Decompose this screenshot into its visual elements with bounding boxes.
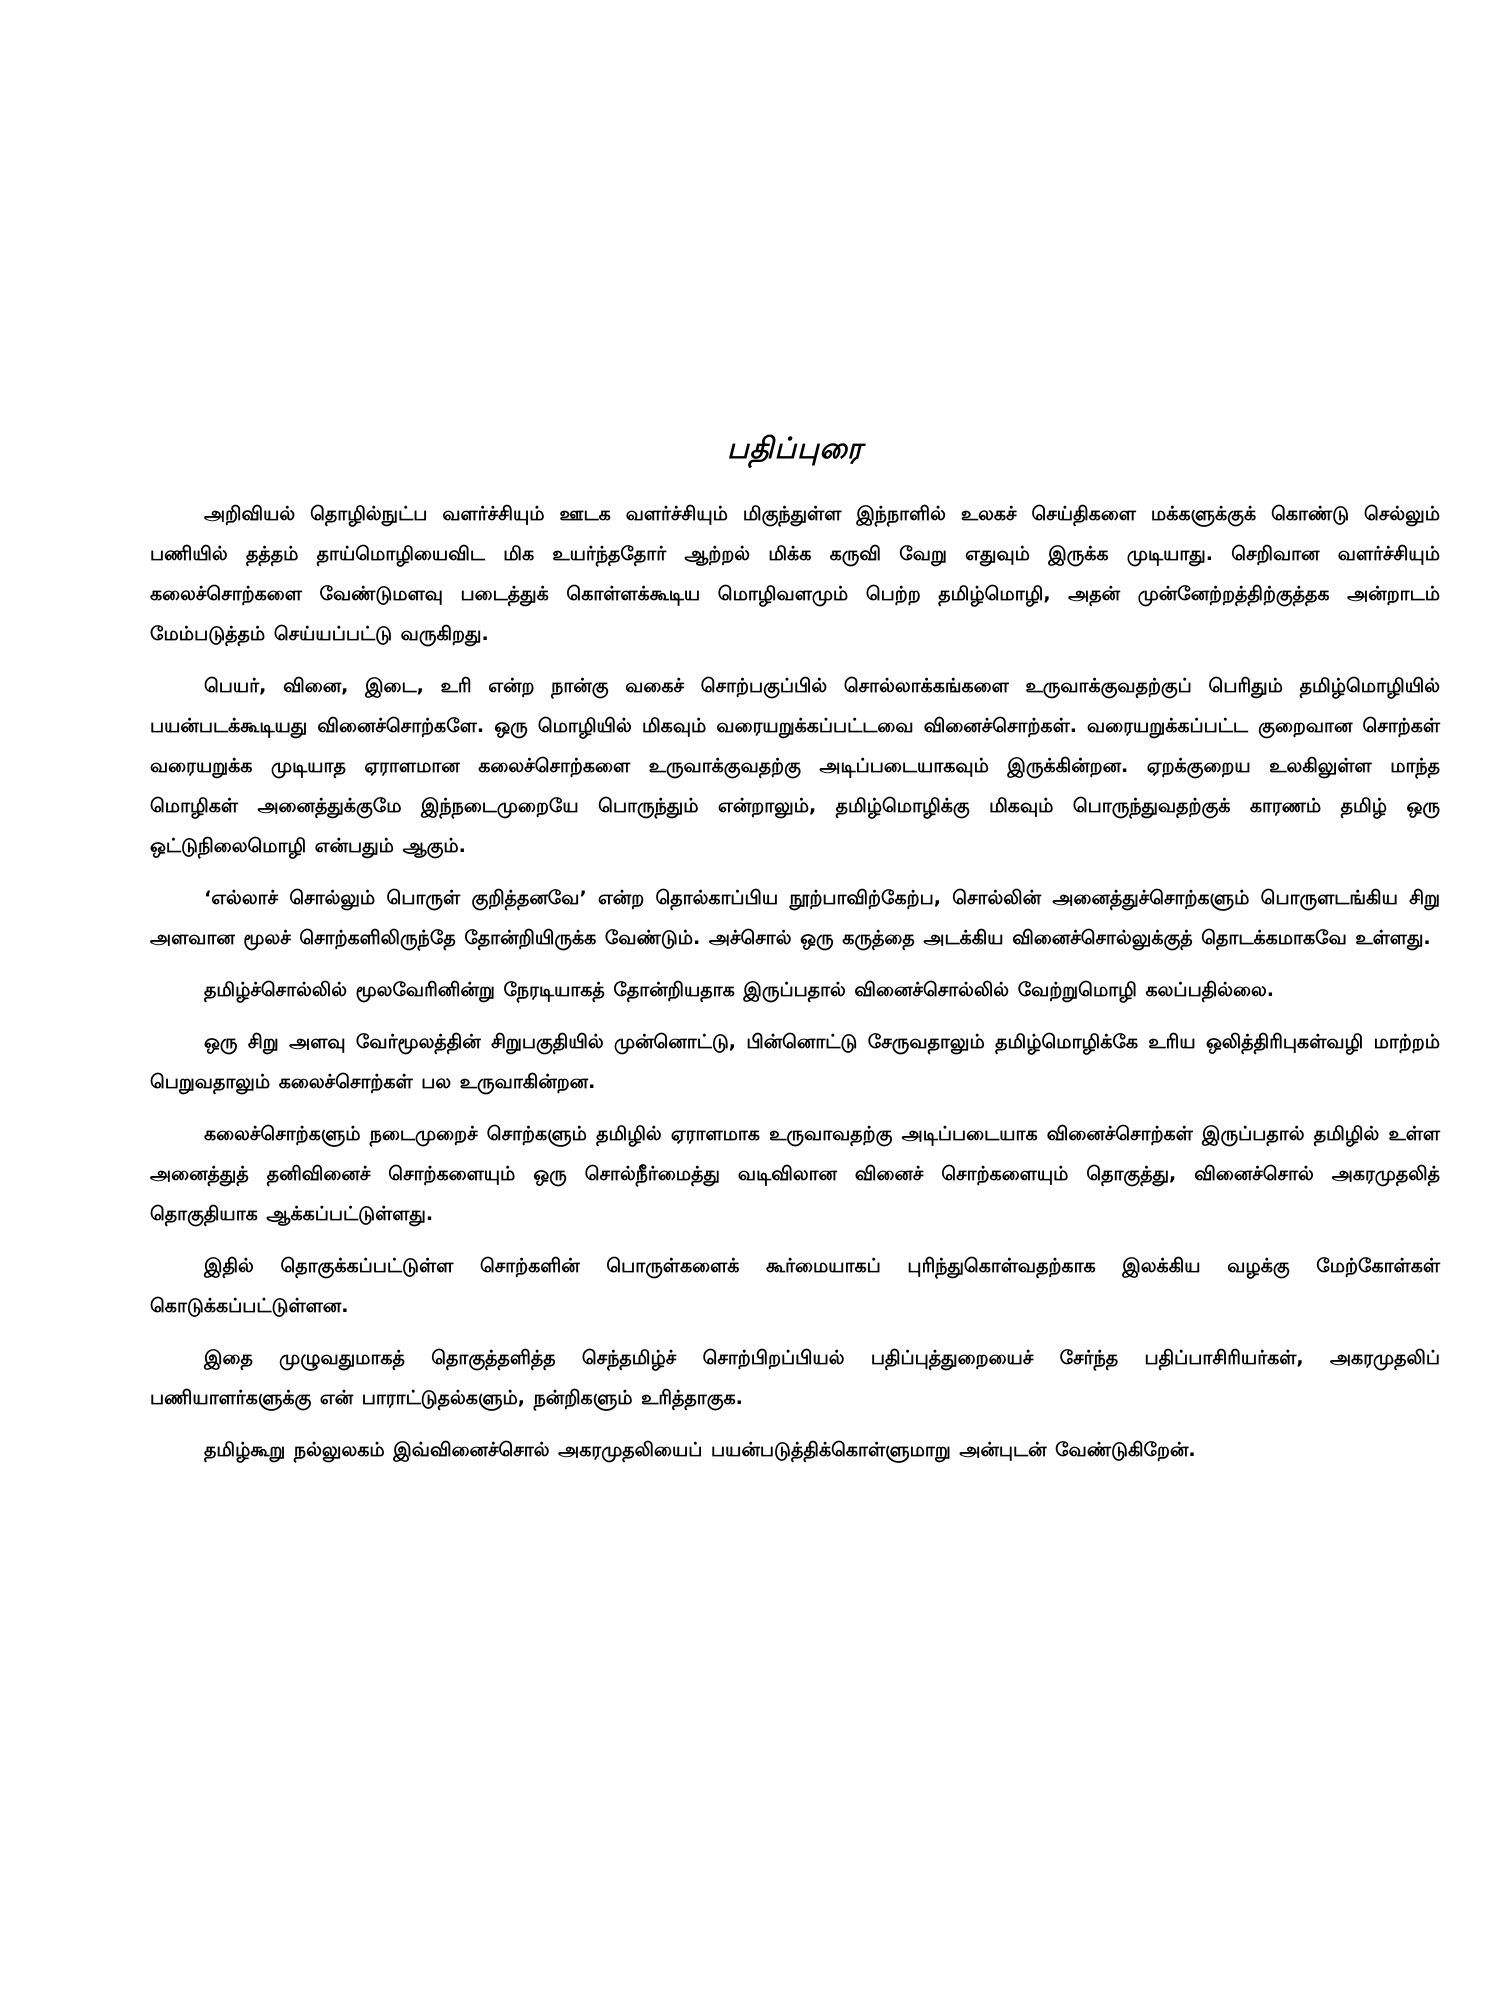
- paragraph-6: கலைச்சொற்களும் நடைமுறைச் சொற்களும் தமிழில் ஏராளமாக உருவாவதற்கு அடிப்படையாக வினைச்சொற்கள் இருப்பதால் தமிழில் உள்ள அனைத்துத் தனிவினைச் சொற்களையும் ஒரு சொல்நீர்மைத்து வடிவிலான வினைச் சொற்களையும் தொகுத்து, வினைச்சொல் அகரமுதலித் தொகுதியாக ஆக்கப்பட்டுள்ளது.: [150, 1123, 1440, 1225]
- paragraph-7: இதில் தொகுக்கப்பட்டுள்ள சொற்களின் பொருள்களைக் கூர்மையாகப் புரிந்துகொள்வதற்காக இலக்கிய வழக்கு மேற்கோள்கள் கொடுக்கப்பட்டுள்ளன.: [150, 1255, 1440, 1317]
- paragraph-2: பெயர், வினை, இடை, உரி என்ற நான்கு வகைச் சொற்பகுப்பில் சொல்லாக்கங்களை உருவாக்குவதற்குப் பெரிதும் தமிழ்மொழியில் பயன்படக்கூடியது வினைச்சொற்களே. ஒரு மொழியில் மிகவும் வரையறுக்கப்பட்டவை வினைச்சொற்கள். வரையறுக்கப்பட்ட குறைவான சொற்கள் வரையறுக்க முடியாத ஏராளமான கலைச்சொற்களை உருவாக்குவதற்கு அடிப்படையாகவும் இருக்கின்றன. ஏறக்குறைய உலகிலுள்ள மாந்த மொழிகள் அனைத்துக்குமே இந்நடைமுறையே பொருந்தும் என்றாலும், தமிழ்மொழிக்கு மிகவும் பொருந்துவதற்குக் காரணம் தமிழ் ஒரு ஒட்டுநிலைமொழி என்பதும் ஆகும்.: [150, 675, 1440, 857]
- paragraph-4: தமிழ்ச்சொல்லில் மூலவேரினின்று நேரடியாகத் தோன்றியதாக இருப்பதால் வினைச்சொல்லில் வேற்றுமொழி கலப்பதில்லை.: [204, 979, 1275, 1001]
- paragraph-3: ‘எல்லாச் சொல்லும் பொருள் குறித்தனவே’ என்ற தொல்காப்பிய நூற்பாவிற்கேற்ப, சொல்லின் அனைத்துச்சொற்களும் பொருளடங்கிய சிறு அளவான மூலச் சொற்களிலிருந்தே தோன்றியிருக்க வேண்டும். அச்சொல் ஒரு கருத்தை அடக்கிய வினைச்சொல்லுக்குத் தொடக்கமாகவே உள்ளது.: [150, 887, 1440, 949]
- preface-content: [150, 428, 1440, 1482]
- paragraph-5: ஒரு சிறு அளவு வேர்மூலத்தின் சிறுபகுதியில் முன்னொட்டு, பின்னொட்டு சேருவதாலும் தமிழ்மொழிக்கே உரிய ஒலித்திரிபுகள்வழி மாற்றம் பெறுவதாலும் கலைச்சொற்கள் பல உருவாகின்றன.: [150, 1031, 1440, 1093]
- paragraph-9: தமிழ்கூறு நல்லுலகம் இவ்வினைச்சொல் அகரமுதலியைப் பயன்படுத்திக்கொள்ளுமாறு அன்புடன் வேண்டுகிறேன்.: [204, 1439, 1196, 1461]
- page-title: பதிப்புரை: [727, 431, 863, 465]
- paragraph-1: அறிவியல் தொழில்நுட்ப வளர்ச்சியும் ஊடக வளர்ச்சியும் மிகுந்துள்ள இந்நாளில் உலகச் செய்திகளை மக்களுக்குக் கொண்டு செல்லும் பணியில் தத்தம் தாய்மொழியைவிட மிக உயர்ந்ததோர் ஆற்றல் மிக்க கருவி வேறு எதுவும் இருக்க முடியாது. செறிவான வளர்ச்சியும் கலைச்சொற்களை வேண்டுமளவு படைத்துக் கொள்ளக்கூடிய மொழிவளமும் பெற்ற தமிழ்மொழி, அதன் முன்னேற்றத்திற்குத்தக அன்றாடம் மேம்படுத்தம் செய்யப்பட்டு வருகிறது.: [150, 503, 1440, 645]
- paragraph-8: இதை முழுவதுமாகத் தொகுத்தளித்த செந்தமிழ்ச் சொற்பிறப்பியல் பதிப்புத்துறையைச் சேர்ந்த பதிப்பாசிரியர்கள், அகரமுதலிப் பணியாளர்களுக்கு என் பாராட்டுதல்களும், நன்றிகளும் உரித்தாகுக.: [150, 1347, 1440, 1409]
